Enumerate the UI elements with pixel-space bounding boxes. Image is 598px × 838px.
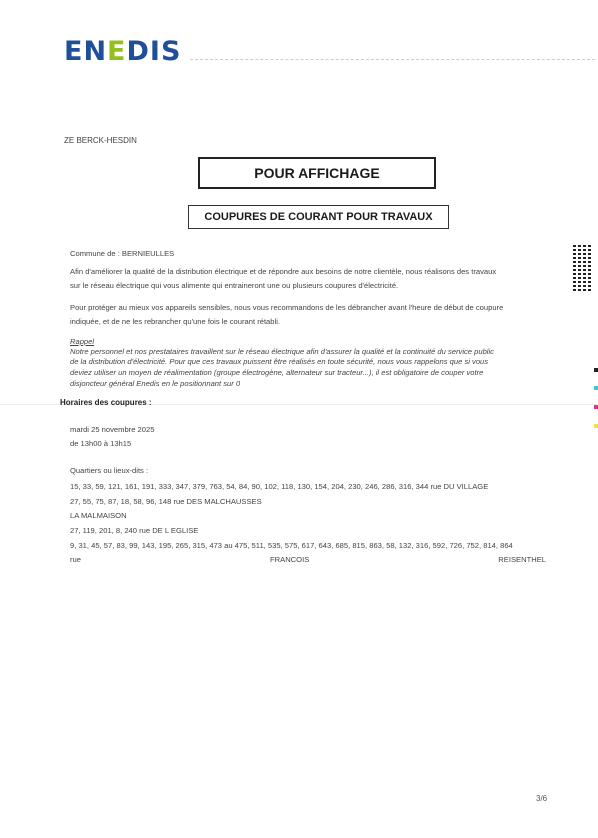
logo-text-part2: E <box>107 36 127 67</box>
subtitle-text: COUPURES DE COURANT POUR TRAVAUX <box>204 211 433 223</box>
rappel-line-4: disjoncteur général Enedis en le positionnant sur 0 <box>70 379 241 388</box>
outage-time: de 13h00 à 13h15 <box>70 439 132 448</box>
print-mark-cyan <box>594 386 598 390</box>
barcode-icon <box>573 243 591 291</box>
address-line-6 <box>70 555 546 564</box>
title-text: POUR AFFICHAGE <box>254 165 380 181</box>
protect-line-2: indiquée, et de ne les rebrancher qu'une fois le courant rétabli. <box>70 317 280 326</box>
entity-label: ZE BERCK-HESDIN <box>64 136 137 145</box>
address-line-6-part1: rue <box>70 555 81 564</box>
commune-line: Commune de : BERNIEULLES <box>70 249 175 258</box>
logo-text-part3: DIS <box>126 36 182 67</box>
logo-text-part1: EN <box>64 36 108 67</box>
intro-line-1: Afin d'améliorer la qualité de la distribution électrique et de répondre aux besoins de notre clientèle, nous réalisons des travaux <box>70 267 497 276</box>
outage-date: mardi 25 novembre 2025 <box>70 425 155 434</box>
address-line-4: 27, 119, 201, 8, 240 rue DE L EGLISE <box>70 526 199 535</box>
address-line-1: 15, 33, 59, 121, 161, 191, 333, 347, 379, 763, 54, 84, 90, 102, 118, 130, 154, 204, 230, 246, 286, 316, 344 rue DU VILLAGE <box>70 482 489 491</box>
print-mark-yellow <box>594 424 598 428</box>
print-mark-magenta <box>594 405 598 409</box>
print-mark-black <box>594 368 598 372</box>
title-box <box>198 157 436 189</box>
address-line-3: LA MALMAISON <box>70 511 127 520</box>
horaires-heading: Horaires des coupures : <box>60 398 152 407</box>
address-line-5: 9, 31, 45, 57, 83, 99, 143, 195, 265, 315, 473 au 475, 511, 535, 575, 617, 643, 685, 815, 863, 58, 132, 316, 592, 726, 752, 814, 864 <box>70 541 513 550</box>
subtitle-box <box>188 205 449 229</box>
protect-line-1: Pour protéger au mieux vos appareils sensibles, nous vous recommandons de les débrancher avant l'heure de début de coupure <box>70 303 504 312</box>
address-line-6-part3: REISENTHEL <box>498 555 546 564</box>
intro-line-2: sur le réseau électrique qui vous alimente qui entraineront une ou plusieurs coupures d'électricité. <box>70 281 399 290</box>
page-number: 3/6 <box>536 794 548 803</box>
header-divider <box>190 59 595 60</box>
rappel-label: Rappel <box>70 337 95 346</box>
quartiers-label: Quartiers ou lieux-dits : <box>70 466 149 475</box>
address-line-6-part2: FRANCOIS <box>270 555 310 564</box>
rappel-line-1: Notre personnel et nos prestataires travaillent sur le réseau électrique afin d'assurer la qualité et la continuité du service public <box>70 347 494 356</box>
address-line-2: 27, 55, 75, 87, 18, 58, 96, 148 rue DES MALCHAUSSES <box>70 497 262 506</box>
enedis-logo <box>64 36 181 67</box>
rappel-line-2: de la distribution d'électricité. Pour que ces travaux puissent être réalisés en toute sécurité, nous vous rappelons que si vous <box>70 357 489 366</box>
rappel-line-3: deviez utiliser un moyen de réalimentation (groupe électrogène, alternateur sur tracteur...), il est obligatoire de couper votre <box>70 368 484 377</box>
